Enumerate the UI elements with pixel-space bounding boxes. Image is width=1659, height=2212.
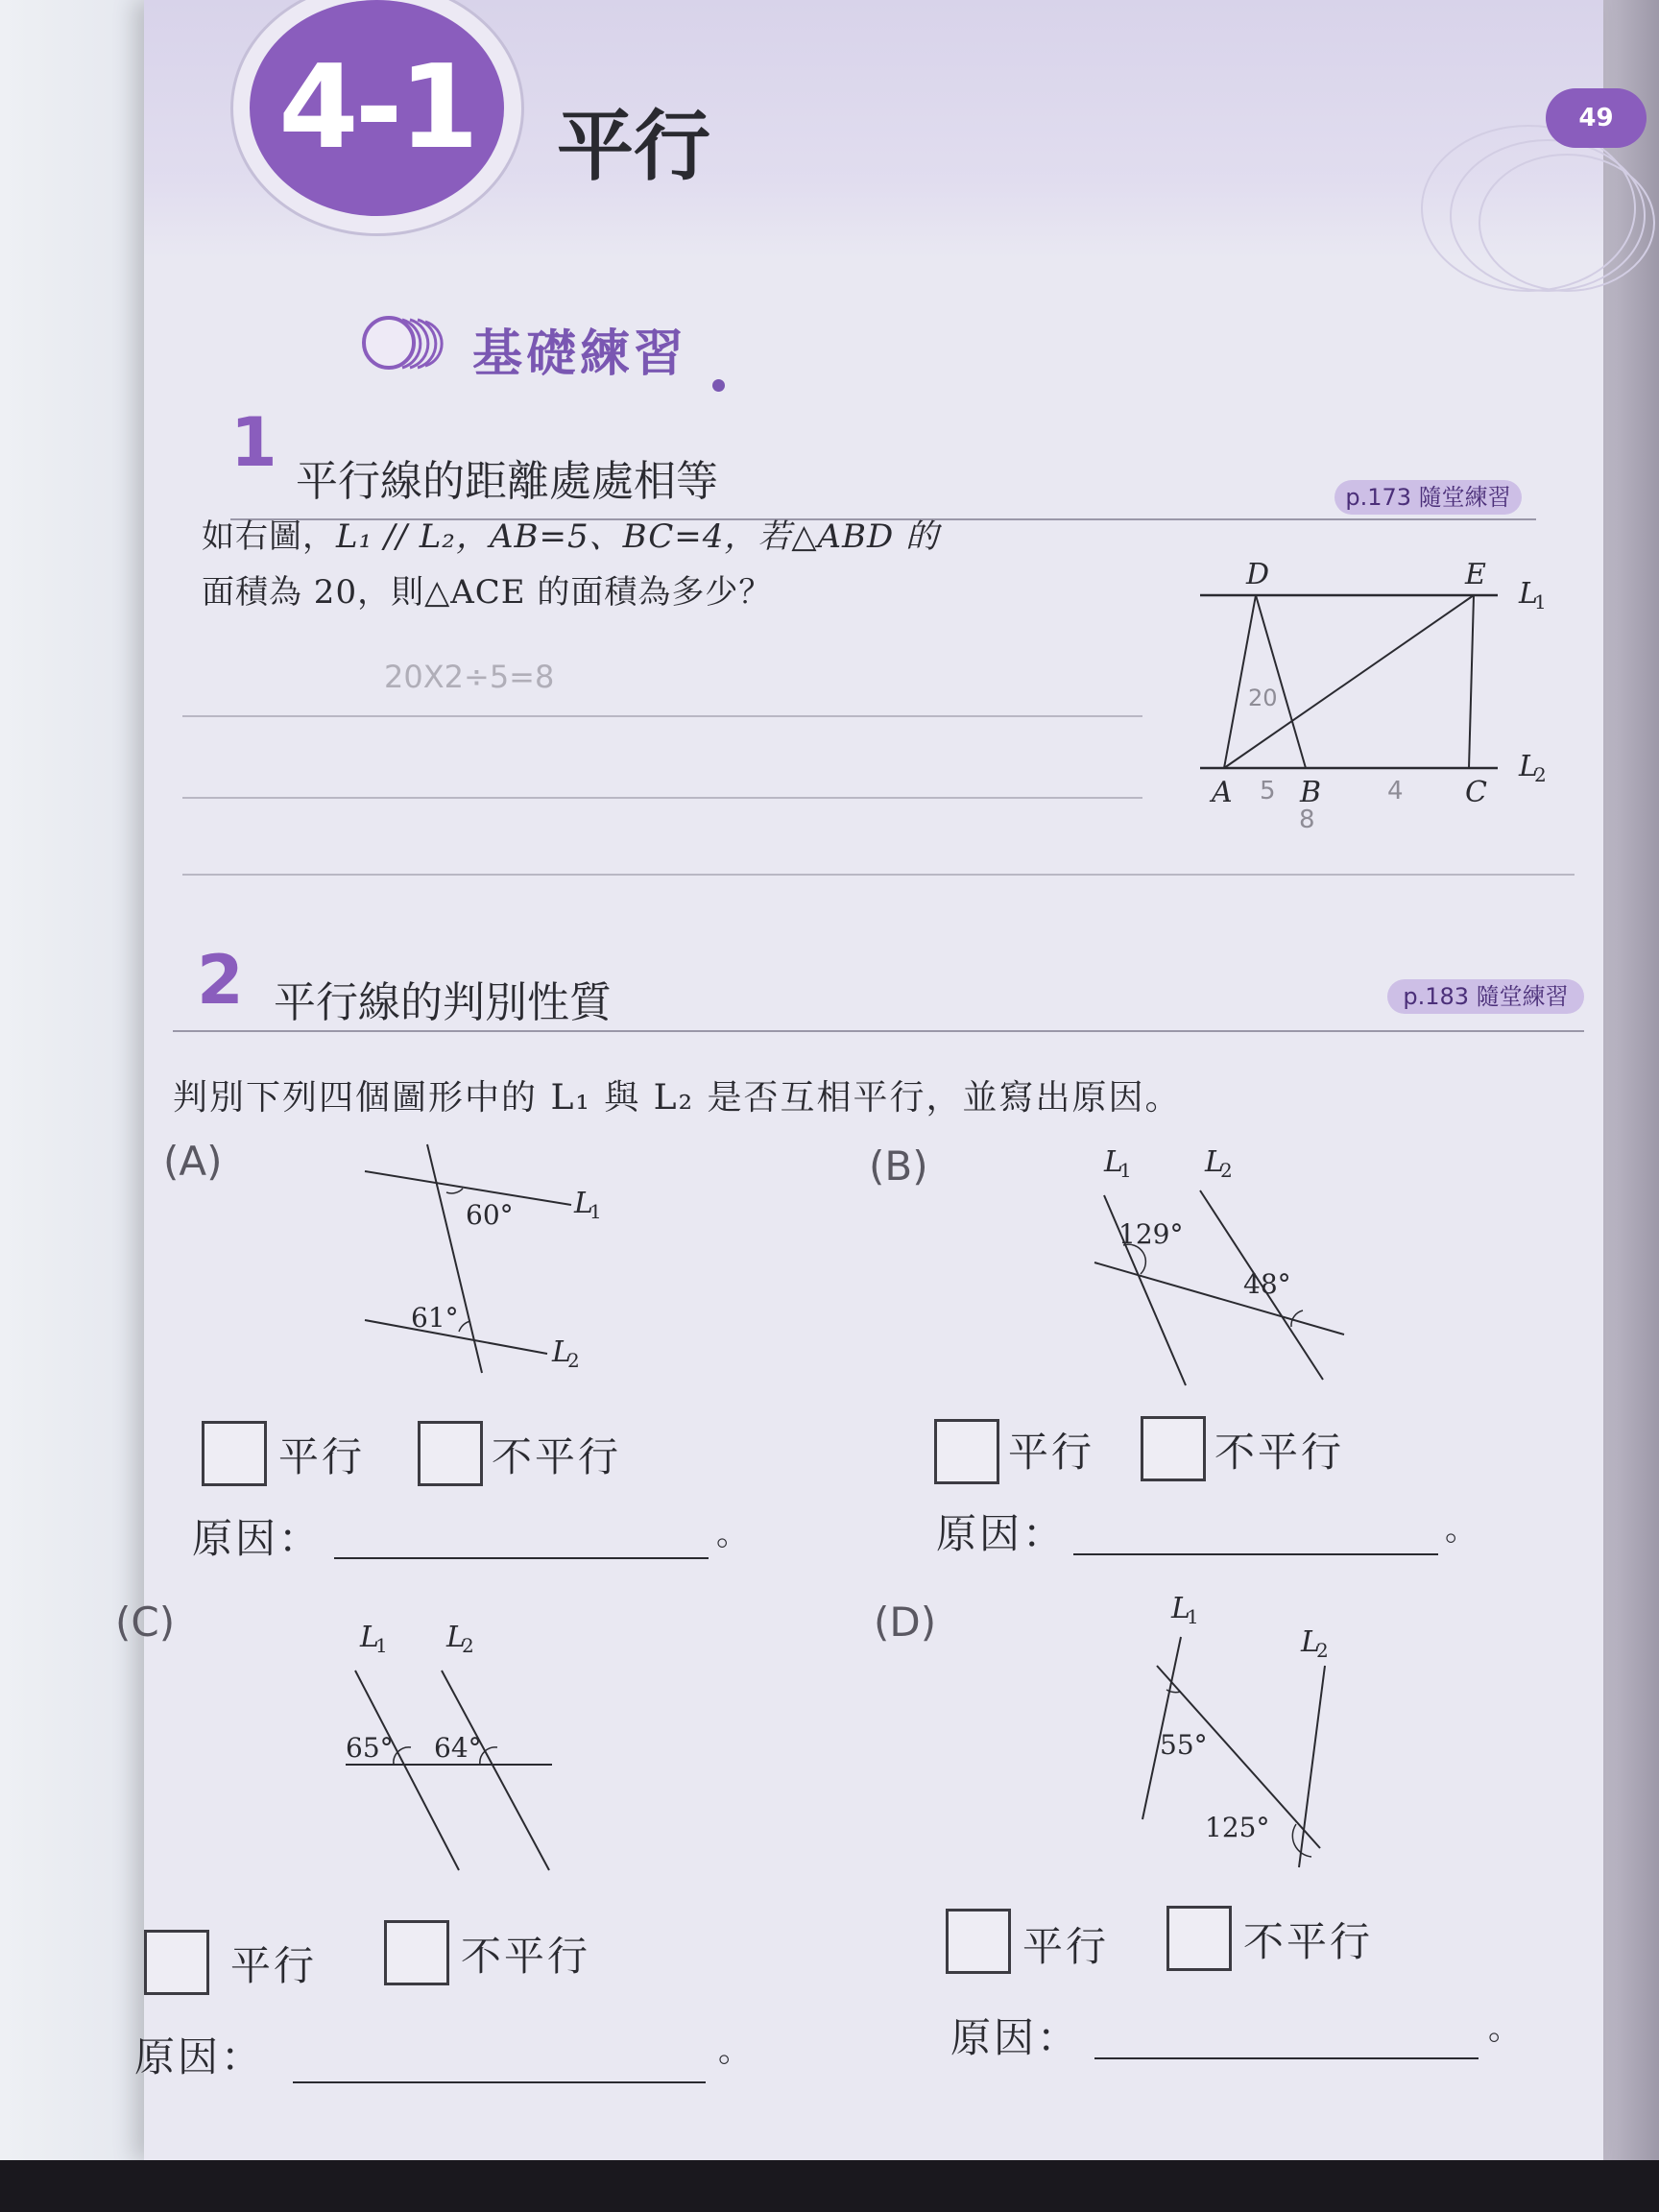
part-c-l2: L <box>446 1621 466 1654</box>
part-d-period: 。 <box>1488 2009 1521 2048</box>
part-c-reason-blank[interactable] <box>293 2081 706 2083</box>
workbook-page <box>115 0 1614 2160</box>
topic2-title: 平行線的判別性質 <box>274 978 612 1027</box>
part-c-parallel-checkbox[interactable] <box>144 1930 209 1995</box>
section-spiral-icon <box>360 312 451 374</box>
part-a-angle2: 61° <box>411 1302 459 1334</box>
part-a-reason-blank[interactable] <box>334 1557 709 1559</box>
part-c-period: 。 <box>718 2032 751 2070</box>
part-b-label: (B) <box>869 1142 928 1190</box>
label-d: D <box>1246 558 1270 591</box>
handwritten-bc: 4 <box>1387 777 1404 805</box>
part-b-reason-label: 原因： <box>936 1510 1067 1557</box>
part-a-reason-label: 原因： <box>192 1515 323 1562</box>
part-a-l2-sub: 2 <box>567 1349 580 1372</box>
part-a-period: 。 <box>716 1515 749 1553</box>
part-a-not-parallel-label: 不平行 <box>492 1433 622 1480</box>
topic1-title: 平行線的距離處處相等 <box>296 457 718 506</box>
part-a-l1-sub: 1 <box>589 1200 602 1223</box>
topic1-ref-tag: p.173 隨堂練習 <box>1334 480 1522 515</box>
part-d-reason-blank[interactable] <box>1094 2057 1479 2059</box>
label-l1: L <box>1519 577 1538 611</box>
part-a-not-parallel-checkbox[interactable] <box>418 1421 483 1486</box>
answer-line <box>182 715 1142 717</box>
part-b-l2-sub: 2 <box>1220 1159 1233 1182</box>
part-c-l1-sub: 1 <box>375 1634 388 1657</box>
handwritten-ab: 5 <box>1260 777 1276 805</box>
part-a-l2: L <box>552 1335 571 1369</box>
decorative-ring <box>1479 154 1655 292</box>
handwritten-work: 20X2÷5=8 <box>384 659 555 695</box>
label-a: A <box>1212 776 1233 809</box>
segment-ec <box>1469 595 1474 768</box>
part-c-angle2: 64° <box>434 1732 482 1764</box>
part-d-angle1: 55° <box>1160 1729 1208 1761</box>
part-d-l1-sub: 1 <box>1187 1605 1199 1628</box>
segment-ae <box>1224 595 1474 768</box>
part-b-period: 。 <box>1445 1510 1478 1549</box>
handwritten-area: 20 <box>1248 685 1278 711</box>
part-d-l1: L <box>1171 1592 1190 1625</box>
topic1-problem-line2: 面積為 20，則△ACE 的面積為多少？ <box>202 573 773 612</box>
part-d-not-parallel-label: 不平行 <box>1243 1918 1374 1965</box>
desk-background-bottom <box>0 2160 1659 2212</box>
section-heading: 基礎練習 <box>472 325 688 383</box>
part-a-angle1: 60° <box>466 1199 514 1231</box>
part-c-l2-sub: 2 <box>462 1634 474 1657</box>
part-b-figure <box>1085 1138 1507 1387</box>
part-d-not-parallel-checkbox[interactable] <box>1166 1906 1232 1971</box>
part-d-angle2: 125° <box>1205 1812 1270 1843</box>
part-a-figure <box>355 1133 758 1382</box>
part-c-label: (C) <box>115 1599 176 1646</box>
part-d-parallel-label: 平行 <box>1022 1923 1110 1970</box>
part-b-parallel-checkbox[interactable] <box>934 1419 999 1484</box>
part-c-parallel-label: 平行 <box>230 1942 318 1989</box>
part-c-angle1: 65° <box>346 1732 394 1764</box>
part-d-l2-sub: 2 <box>1316 1639 1329 1662</box>
topic2-rule <box>173 1030 1584 1032</box>
part-b-l1: L <box>1104 1145 1123 1179</box>
part-b-parallel-label: 平行 <box>1008 1429 1095 1476</box>
part-b-not-parallel-checkbox[interactable] <box>1141 1416 1206 1481</box>
label-l1-sub: 1 <box>1534 590 1547 613</box>
part-a-parallel-label: 平行 <box>278 1433 366 1480</box>
label-e: E <box>1465 558 1486 591</box>
segment-ad <box>1224 595 1256 768</box>
part-b-angle1: 129° <box>1118 1218 1184 1250</box>
chapter-badge: 4-1 <box>250 0 504 216</box>
part-d-reason-label: 原因： <box>950 2014 1081 2061</box>
label-b: B <box>1300 776 1322 809</box>
label-l2: L <box>1519 750 1538 783</box>
topic1-problem-line1: 如右圖，L₁ // L₂，AB=5、BC=4，若△ABD 的 <box>202 517 940 556</box>
part-b-reason-blank[interactable] <box>1073 1553 1438 1555</box>
part-d-figure <box>1114 1584 1517 1872</box>
section-dot <box>712 379 725 392</box>
part-c-not-parallel-checkbox[interactable] <box>384 1920 449 1985</box>
page-number-badge: 49 <box>1546 88 1647 148</box>
part-b-l1-sub: 1 <box>1119 1159 1132 1182</box>
part-c-not-parallel-label: 不平行 <box>461 1933 591 1980</box>
handwritten-b-below: 8 <box>1299 805 1315 834</box>
topic2-ref-tag: p.183 隨堂練習 <box>1387 979 1584 1014</box>
part-a-label: (A) <box>163 1138 223 1185</box>
topic1-problem <box>202 509 1162 620</box>
segment-db <box>1256 595 1306 768</box>
chapter-title: 平行 <box>557 102 710 191</box>
part-d-l2: L <box>1301 1625 1320 1659</box>
part-c-l1: L <box>360 1621 379 1654</box>
topic1-figure <box>1181 547 1584 835</box>
part-d-label: (D) <box>874 1599 937 1646</box>
answer-line <box>182 874 1575 876</box>
topic1-number: 1 <box>230 403 277 482</box>
part-d-parallel-checkbox[interactable] <box>946 1909 1011 1974</box>
answer-line <box>182 797 1142 799</box>
part-c-figure <box>326 1613 653 1882</box>
label-l2-sub: 2 <box>1534 763 1547 786</box>
part-b-l2: L <box>1205 1145 1224 1179</box>
topic2-instruction: 判別下列四個圖形中的 L₁ 與 L₂ 是否互相平行，並寫出原因。 <box>173 1078 1182 1118</box>
part-a-parallel-checkbox[interactable] <box>202 1421 267 1486</box>
topic2-number: 2 <box>197 941 244 1020</box>
label-c: C <box>1465 776 1487 809</box>
part-b-not-parallel-label: 不平行 <box>1214 1429 1345 1476</box>
part-a-l1: L <box>574 1187 593 1220</box>
part-c-reason-label: 原因： <box>134 2033 265 2080</box>
part-b-angle2: 48° <box>1243 1268 1291 1300</box>
